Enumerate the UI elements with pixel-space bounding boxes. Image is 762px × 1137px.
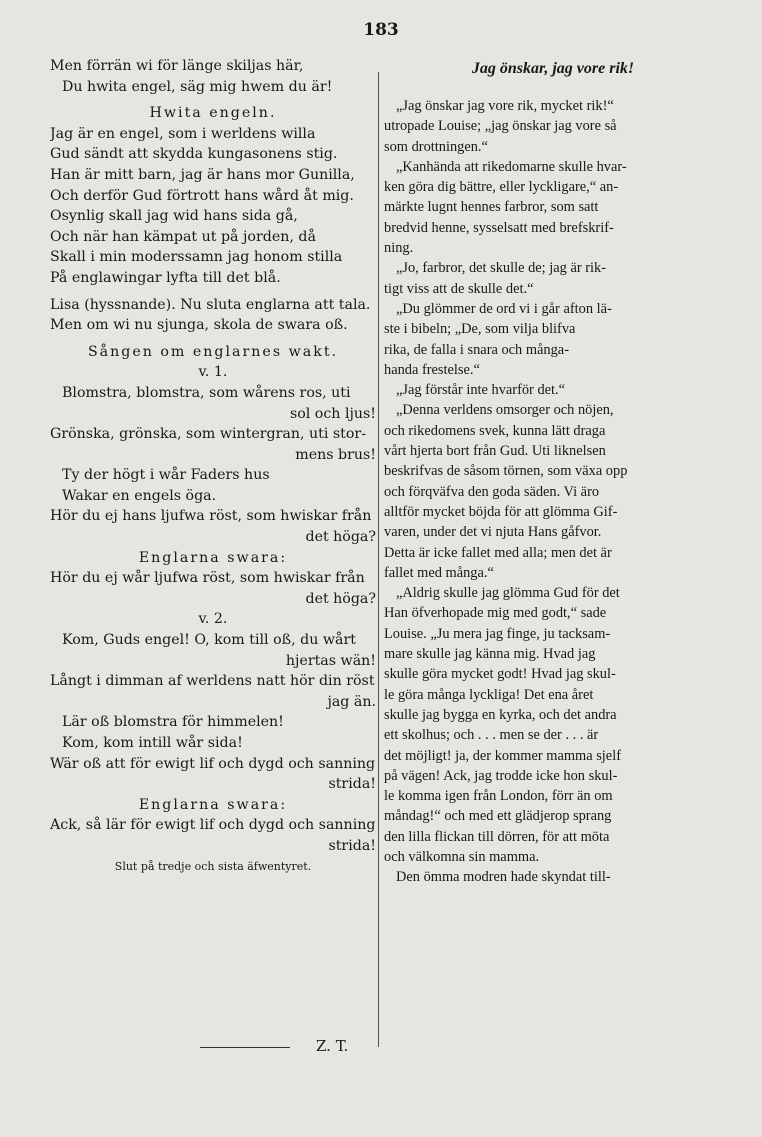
story-line: „Kanhända att rikedomarne skulle hvar- (396, 158, 627, 175)
poem-line: Blomstra, blomstra, som wårens ros, uti (62, 384, 351, 401)
story-line: märkte lugnt hennes farbror, som satt (384, 199, 599, 216)
poem-line-continuation: sol och ljus! (289, 405, 376, 422)
story-line: skulle jag bygga en kyrka, och det andra (384, 706, 617, 723)
poem-line-continuation: hjertas wän! (285, 652, 376, 669)
story-line: alltför mycket böjda för att glömma Gif- (384, 503, 618, 520)
poem-line: Gud sändt att skydda kungasonens stig. (50, 146, 338, 163)
story-line: „Denna verldens omsorger och nöjen, (396, 402, 614, 419)
signature: Z. T. (316, 1037, 349, 1055)
story-line: det möjligt! ja, der kommer mamma sjelf (384, 747, 621, 764)
column-divider (378, 72, 379, 1047)
story-line: på vägen! Ack, jag trodde icke hon skul- (384, 767, 618, 784)
story-line: le komma igen från London, förr än om (384, 788, 613, 805)
poem-line: Du hwita engel, säg mig hwem du är! (62, 78, 333, 95)
poem-line: Men om wi nu sjunga, skola de swara oß. (50, 317, 348, 334)
speaker-heading: Hwita engeln. (149, 105, 277, 122)
story-line: utropade Louise; „jag önskar jag vore så (384, 118, 617, 135)
poem-line: Jag är en engel, som i werldens willa (50, 125, 316, 142)
poem-line: På englawingar lyfta till det blå. (50, 269, 281, 286)
story-line: fallet med många.“ (384, 564, 494, 581)
story-line: och förqväfva den goda säden. Vi äro (384, 483, 600, 500)
end-rule (200, 1047, 290, 1048)
verse-number: v. 1. (198, 364, 228, 381)
story-line: vårt hjerta bort från Gud. Uti liknelsen (384, 443, 606, 460)
story-line: ste i bibeln; „De, som vilja blifva (384, 321, 576, 338)
story-line: „Jag önskar jag vore rik, mycket rik!“ (396, 98, 614, 114)
story-line: tigt viss att de skulle det.“ (384, 280, 534, 297)
stage-direction: Lisa (hyssnande). Nu sluta englarna att tala. (50, 296, 371, 313)
poem-line: Skall i min moderssamn jag honom stilla (50, 249, 343, 266)
poem-line: Hör du ej hans ljufwa röst, som hwiskar från (50, 508, 372, 525)
story-title: Jag önskar, jag vore rik! (471, 60, 635, 77)
poem-line: Ack, så lär för ewigt lif och dygd och sanning (50, 817, 376, 834)
poem-line: Han är mitt barn, jag är hans mor Gunilla, (50, 166, 355, 183)
ending-note: Slut på tredje och sista äfwentyret. (114, 859, 312, 873)
story-line: och rikedomens svek, kunna lätt draga (384, 422, 606, 439)
story-line: Den ömma modren hade skyndat till- (396, 869, 611, 886)
poem-line-continuation: strida! (328, 776, 376, 793)
story-line: Detta är icke fallet med alla; men det är (384, 544, 612, 561)
poem-line-continuation: jag än. (327, 693, 376, 710)
poem-line: Och när han kämpat ut på jorden, då (50, 228, 316, 245)
story-line: ett skolhus; och . . . men se der . . . är (384, 727, 599, 744)
chorus-heading: Englarna swara: (138, 796, 288, 813)
poem-line: Lär oß blomstra för himmelen! (62, 714, 284, 731)
story-line: handa frestelse.“ (384, 361, 480, 378)
chorus-heading: Englarna swara: (138, 549, 288, 566)
story-line: rika, de falla i snara och många- (384, 341, 569, 358)
poem-line: Wär oß att för ewigt lif och dygd och sanning (50, 755, 376, 772)
poem-line: Hör du ej wår ljufwa röst, som hwiskar från (50, 570, 365, 587)
story-line: „Du glömmer de ord vi i går afton lä- (396, 300, 612, 317)
story-line: beskrifvas de såsom törnen, som växa opp (384, 463, 628, 480)
poem-line: Kom, Guds engel! O, kom till oß, du wårt (62, 632, 356, 649)
story-line: Louise. „Ju mera jag finge, ju tacksam- (384, 625, 611, 642)
poem-line-continuation: det höga? (305, 529, 376, 546)
story-line: måndag!“ och med ett glädjerop sprang (384, 808, 612, 825)
story-line: och välkomna sin mamma. (384, 848, 540, 865)
story-line: le göra många lyckliga! Det ena året (384, 686, 594, 703)
story-line: ken göra dig bättre, eller lyckligare,“ an- (384, 179, 619, 196)
page-number: 183 (363, 20, 399, 40)
poem-line: Långt i dimman af werldens natt hör din röst (50, 673, 375, 690)
story-line: „Jag förstår inte hvarför det.“ (396, 382, 566, 399)
story-line: som drottningen.“ (384, 138, 488, 155)
story-line: varen, under det vi njuta Hans gåfvor. (384, 524, 602, 541)
poem-line: Kom, kom intill wår sida! (62, 735, 243, 751)
poem-line-continuation: det höga? (305, 590, 376, 607)
story-line: bredvid henne, sysselsatt med brefskrif- (384, 219, 614, 236)
story-line: mare skulle jag känna mig. Hvad jag (384, 646, 596, 663)
verse-number: v. 2. (198, 611, 228, 628)
poem-line: Osynlig skall jag wid hans sida gå, (50, 208, 298, 225)
poem-line: Ty der högt i wår Faders hus (62, 467, 270, 484)
poem-line: Men förrän wi för länge skiljas här, (50, 58, 304, 74)
story-line: skulle göra mycket godt! Hvad jag skul- (384, 666, 616, 683)
poem-line-continuation: mens brus! (295, 446, 376, 463)
story-line: den lilla flickan till dörren, för att möta (384, 828, 610, 845)
song-heading: Sången om englarnes wakt. (87, 343, 339, 360)
left-column-poem (50, 56, 376, 877)
story-line: „Aldrig skulle jag glömma Gud för det (396, 585, 620, 602)
story-line: „Jo, farbror, det skulle de; jag är rik- (396, 260, 607, 277)
poem-line: Grönska, grönska, som wintergran, uti stor- (50, 426, 366, 443)
story-line: Han öfverhopade mig med godt,“ sade (384, 605, 607, 622)
poem-line: Och derför Gud förtrott hans wård åt mig. (50, 187, 354, 204)
poem-line-continuation: strida! (328, 837, 376, 854)
right-column-story (384, 56, 722, 888)
poem-line: Wakar en engels öga. (62, 487, 217, 504)
story-line: ning. (384, 240, 414, 257)
